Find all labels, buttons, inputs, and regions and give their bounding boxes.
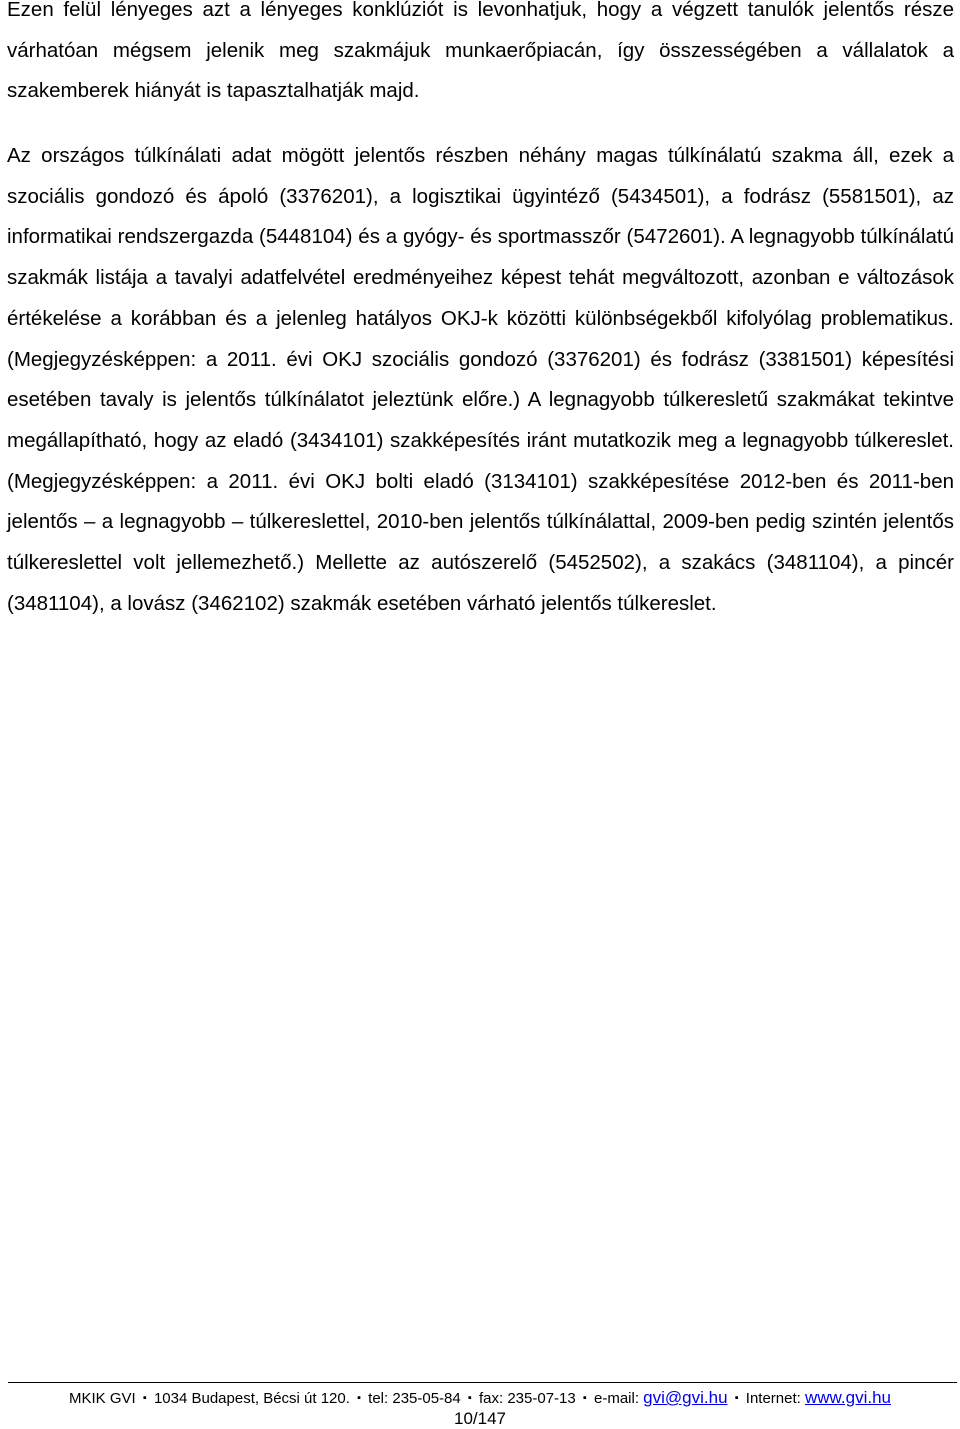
page-number: 10/147 bbox=[454, 1409, 506, 1428]
footer-email-label: e-mail: bbox=[593, 1390, 639, 1407]
footer-separator: ▪ bbox=[142, 1392, 147, 1404]
footer-address: 1034 Budapest, Bécsi út 120. bbox=[153, 1390, 350, 1407]
footer-organization: MKIK GVI bbox=[69, 1390, 136, 1407]
footer-fax: fax: 235-07-13 bbox=[479, 1390, 576, 1407]
body-paragraph-1: Ezen felül lényeges azt a lényeges konklúziót is levonhatjuk, hogy a végzett tanulók jelentős része várhatóan mégsem jelenik meg szakmájuk munkaerőpiacán, így összességében a vállalatok a szakemberek hiányát is tapasztalhatják majd. bbox=[7, 0, 954, 103]
footer-separator: ▪ bbox=[582, 1392, 587, 1404]
footer-divider bbox=[8, 1382, 957, 1383]
footer-website-link[interactable]: www.gvi.hu bbox=[805, 1388, 891, 1407]
footer-email-link[interactable]: gvi@gvi.hu bbox=[643, 1388, 728, 1407]
page-footer bbox=[0, 1382, 960, 1429]
body-paragraph-2: Az országos túlkínálati adat mögött jelentős részben néhány magas túlkínálatú szakma áll, ezek a szociális gondozó és ápoló (3376201), a logisztikai ügyintéző (5434501), a fodrász (5581501), az informatikai rendszergazda (5448104) és a gyógy- és sportmasszőr (5472601). A legnagyobb túlkínálatú szakmák listája a tavalyi adatfelvétel eredményeihez képest tehát megváltozott, azonban e változások értékelése a korábban és a jelenleg hatályos OKJ-k közötti különbségekből kifolyólag problematikus. (Megjegyzésképpen: a 2011. évi OKJ szociális gondozó (3376201) és fodrász (3381501) képesítési esetében tavaly is jelentős túlkínálatot jeleztünk előre.) A legnagyobb túlkeresletű szakmákat tekintve megállapítható, hogy az eladó (3434101) szakképesítés iránt mutatkozik meg a legnagyobb túlkereslet. (Megjegyzésképpen: a 2011. évi OKJ bolti eladó (3134101) szakképesítése 2012-ben és 2011-ben jelentős – a legnagyobb – túlkereslettel, 2010-ben jelentős túlkínálattal, 2009-ben pedig szintén jelentős túlkereslettel volt jellemezhető.) Mellette az autószerelő (5452502), a szakács (3481104), a pincér (3481104), a lovász (3462102) szakmák esetében várható jelentős túlkereslet. bbox=[7, 144, 954, 615]
footer-separator: ▪ bbox=[467, 1392, 472, 1404]
footer-tel: tel: 235-05-84 bbox=[368, 1390, 461, 1407]
footer-separator: ▪ bbox=[734, 1392, 739, 1404]
footer-internet-label: Internet: bbox=[745, 1390, 801, 1407]
footer-contact-line bbox=[0, 1388, 960, 1410]
footer-separator: ▪ bbox=[357, 1392, 361, 1404]
